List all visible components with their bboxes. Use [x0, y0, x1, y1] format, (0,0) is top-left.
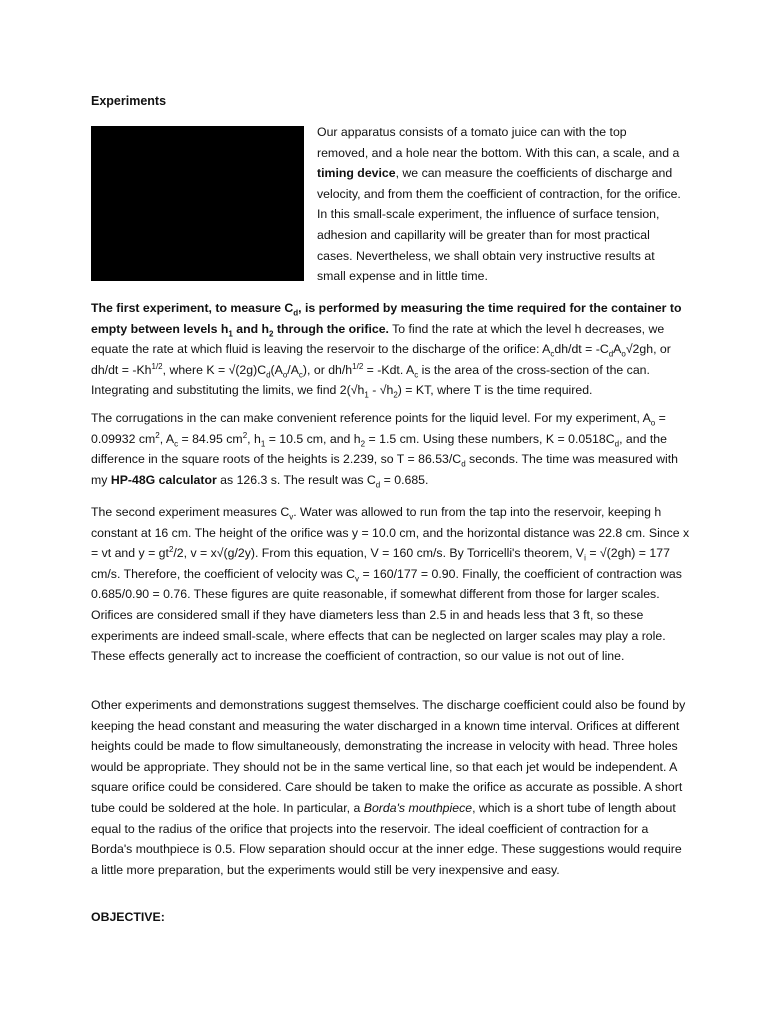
intro-paragraph: Our apparatus consists of a tomato juice can with the top removed, and a hole near the bottom. With this can, a scale, and a timing device, we can measure the coefficients of discharge and velocity, and from them the coefficient of contraction, for the orifice. In this small-scale experiment, the influence of surface tension, adhesion and capillarity will be greater than for most practical cases. Nevertheless, we shall obtain very instructive results at small expense and in little time.: [317, 125, 681, 284]
apparatus-image: [91, 126, 304, 281]
paragraph-measurements: The corrugations in the can make convenient reference points for the liquid level. For my experiment, $A_o = 0.09932$ $cm^2$, $A_c = 84.95$ $cm^2$, $h_1 = 10.5$ cm, and $h_2 = 1.5$ cm. Using these numbers, $K = 0.0518C_d$, and the difference in the square roots of the heights is 2.239, so $T = 86.53/C_d$ seconds. The time was measured with my HP-48G calculator as 126.3 s. The result was $C_d = 0.685$.: [91, 411, 678, 490]
objective-heading: OBJECTIVE:: [91, 910, 165, 924]
paragraph-other-experiments: Other experiments and demonstrations suggest themselves. The discharge coefficient could also be found by keeping the head constant and measuring the water discharged in a known time interval. Orifices at different heights could be made to flow simultaneously, demonstrating the increase in velocity with head. Three holes would be appropriate. They should not be in the same vertical line, so that each jet would be independent. A square orifice could be considered. Care should be taken to make the orifice as accurate as possible. A short tube could be soldered at the hole. In particular, a Borda's mouthpiece, which is a short tube of length about equal to the radius of the orifice that projects into the reservoir. The ideal coefficient of contraction for a Borda's mouthpiece is 0.5. Flow separation should occur at the inner edge. These suggestions would require a little more preparation, but the experiments would still be very inexpensive and easy.: [91, 698, 686, 877]
intro-block: [91, 126, 681, 282]
paragraph-first-experiment: The first experiment, to measure $C_d$, is performed by measuring the time required for the container to empty between levels $h_1$ and $h_2$ through the orifice. To find the rate at which the level h decreases, we equate the rate at which fluid is leaving the reservoir to the discharge of the orifice: $A_cdh/dt = -C_dA_o√2gh$, or $dh/dt = -Kh^{1/2}$, where $K = √(2g)C_d(A_o/A_c)$, or $dh/h^{1/2} = -Kdt$. $A_c$ is the area of the cross-section of the can. Integrating and substituting the limits, we find $2(√h_1 - √h_2)$ = KT, where T is the time required.: [91, 301, 682, 400]
section-heading: Experiments: [91, 94, 167, 108]
paragraph-second-experiment: The second experiment measures $C_v$. Water was allowed to run from the tap into the reservoir, keeping h constant at 16 cm. The height of the orifice was y = 10.0 cm, and the horizontal distance was 22.8 cm. Since x = vt and $y = gt^2/2$, v = x√(g/2y). From this equation, V = 160 cm/s. By Torricelli's theorem, $V_i = √(2gh) = 177$ cm/s. Therefore, the coefficient of velocity was $C_v = 160/177 = 0.90$. Finally, the coefficient of contraction was 0.685/0.90 = 0.76. These figures are quite reasonable, if somewhat different from those for larger scales. Orifices are considered small if they have diameters less than 2.5 in and heads less that 3 ft, so these experiments are indeed small-scale, where effects that can be neglected on larger scales may play a role. These effects generally act to increase the coefficient of contraction, so our value is not out of line.: [91, 505, 690, 664]
